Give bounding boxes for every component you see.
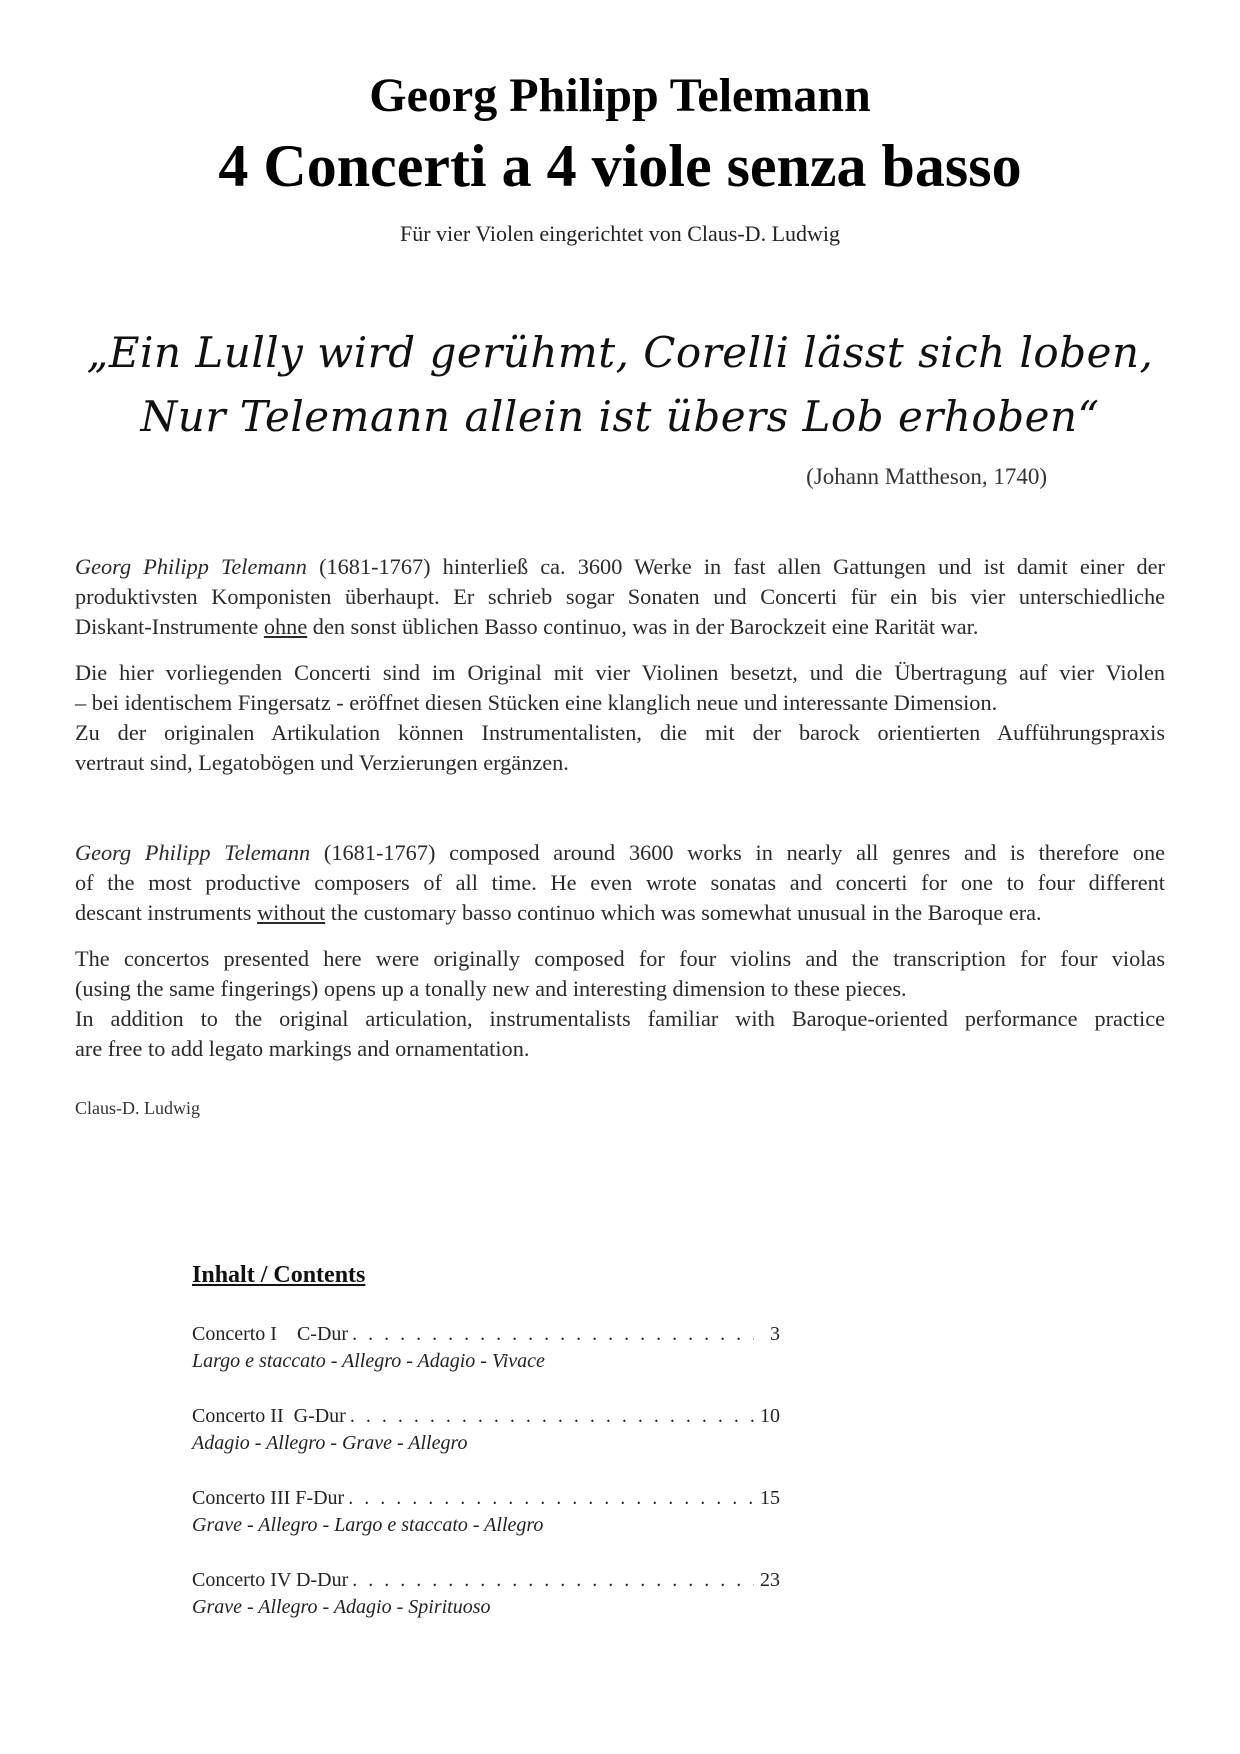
toc-page-number: 3 [770, 1323, 780, 1345]
composer-name-inline: Georg Philipp Telemann [75, 840, 311, 865]
german-paragraph-2 [75, 658, 1165, 778]
english-paragraph-2 [75, 944, 1165, 1064]
toc-entry[interactable] [192, 1402, 780, 1456]
composer-name-inline: Georg Philipp Telemann [75, 554, 307, 579]
paragraph-line: Die hier vorliegenden Concerti sind im Original mit vier Violinen besetzt, und die Übertragung auf vier Violen [75, 660, 1165, 685]
toc-movements: Adagio - Allegro - Grave - Allegro [192, 1432, 468, 1454]
toc-leader-dots [348, 1484, 754, 1512]
toc-label: Concerto III F-Dur [192, 1487, 345, 1509]
toc-label: Concerto I C-Dur [192, 1323, 349, 1345]
paragraph-line: (using the same fingerings) opens up a tonally new and interesting dimension to these pieces. [75, 976, 907, 1001]
paragraph-line: are free to add legato markings and ornamentation. [75, 1036, 530, 1061]
toc-line [192, 1484, 780, 1512]
contents-heading: Inhalt / Contents [192, 1262, 366, 1288]
composer-name: Georg Philipp Telemann [369, 69, 871, 122]
toc-page-number: 23 [760, 1569, 780, 1591]
work-title: 4 Concerti a 4 viole senza basso [218, 133, 1022, 199]
paragraph-line: In addition to the original articulation, instrumentalists familiar with Baroque-oriented performance practice [75, 1006, 1165, 1031]
paragraph-line: vertraut sind, Legatobögen und Verzierungen ergänzen. [75, 750, 569, 775]
toc-entry[interactable] [192, 1484, 780, 1538]
paragraph-line [75, 838, 1165, 868]
paragraph-line: Zu der originalen Artikulation können Instrumentalisten, die mit der barock orientierten Aufführungspraxis [75, 720, 1165, 745]
quote-attribution: (Johann Mattheson, 1740) [806, 464, 1047, 489]
toc-label: Concerto II G-Dur [192, 1405, 346, 1427]
toc-leader-dots [352, 1566, 754, 1594]
text-run: (1681-1767) hinterließ ca. 3600 Werke in fast allen Gattungen und ist damit einer der [306, 554, 1165, 579]
paragraph-line [75, 898, 1165, 928]
toc-movements: Grave - Allegro - Adagio - Spirituoso [192, 1596, 491, 1618]
german-paragraph-1 [75, 552, 1165, 642]
quote-line-1: „Ein Lully wird gerühmt, Corelli lässt sich loben, [86, 328, 1154, 377]
text-run: descant instruments [75, 900, 258, 925]
text-run: the customary basso continuo which was somewhat unusual in the Baroque era. [325, 900, 1042, 925]
text-run: (1681-1767) composed around 3600 works in nearly all genres and is therefore one [310, 840, 1165, 865]
quote-line-2: Nur Telemann allein ist übers Lob erhoben“ [140, 392, 1100, 441]
signature: Claus-D. Ludwig [75, 1098, 200, 1118]
toc-entry[interactable] [192, 1320, 780, 1374]
english-paragraph-1 [75, 838, 1165, 928]
toc-movements: Grave - Allegro - Largo e staccato - Allegro [192, 1514, 544, 1536]
toc-page-number: 15 [760, 1487, 780, 1509]
arranger-subtitle: Für vier Violen eingerichtet von Claus-D. Ludwig [399, 221, 841, 246]
paragraph-line: – bei identischem Fingersatz - eröffnet diesen Stücken eine klanglich neue und interessante Dimension. [75, 690, 998, 715]
toc-line [192, 1320, 780, 1348]
underlined-word: without [257, 900, 326, 925]
paragraph-line [75, 552, 1165, 582]
toc-leader-dots [352, 1320, 754, 1348]
text-run: Diskant-Instrumente [75, 614, 264, 639]
toc-line [192, 1402, 780, 1430]
toc-page-number: 10 [760, 1405, 780, 1427]
paragraph-line: produktivsten Komponisten überhaupt. Er schrieb sogar Sonaten und Concerti für ein bis vier unterschiedliche [75, 584, 1165, 609]
toc-leader-dots [350, 1402, 754, 1430]
toc-line [192, 1566, 780, 1594]
toc-movements: Largo e staccato - Allegro - Adagio - Vivace [192, 1350, 545, 1372]
underlined-word: ohne [263, 614, 308, 639]
text-run: den sonst üblichen Basso continuo, was in der Barockzeit eine Rarität war. [307, 614, 979, 639]
paragraph-line: The concertos presented here were originally composed for four violins and the transcription for four violas [75, 946, 1165, 971]
paragraph-line: of the most productive composers of all time. He even wrote sonatas and concerti for one to four different [75, 870, 1165, 895]
toc-entry[interactable] [192, 1566, 780, 1620]
toc-label: Concerto IV D-Dur [192, 1569, 349, 1591]
paragraph-line [75, 612, 1165, 642]
